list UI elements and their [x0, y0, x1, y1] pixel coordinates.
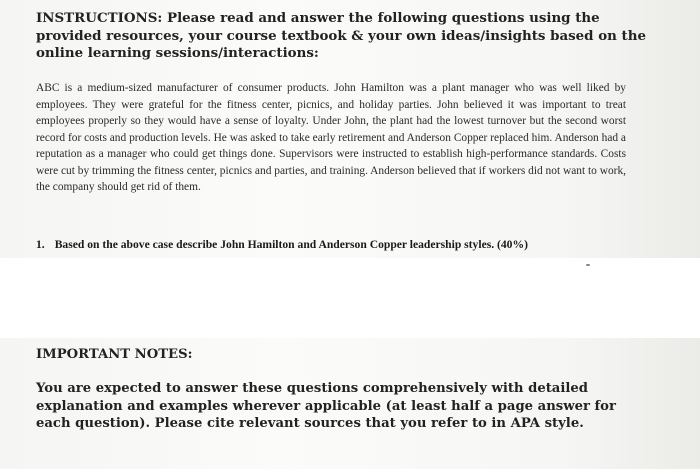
question-number: 1.: [36, 238, 45, 251]
case-study-paragraph: ABC is a medium-sized manufacturer of consumer products. John Hamilton was a plant manager who was well liked by employees. They were grateful for the fitness center, picnics, and holiday parties. John believed it was important to treat employees properly so they would have a sense of loyalty. Under John, the plant had the lowest turnover but the second worst record for costs and production levels. He was asked to take early retirement and Anderson Copper replaced him. Anderson had a reputation as a manager who could get things done. Supervisors were instructed to establish high-performance standards. Costs were cut by trimming the fitness center, picnics and parties, and training. Anderson believed that if workers did not want to work, the company should get rid of them.: [36, 82, 626, 193]
important-notes-heading: IMPORTANT NOTES:: [36, 347, 193, 362]
important-notes-body: You are expected to answer these questions comprehensively with detailed explanation and examples wherever applicable (at least half a page answer for each question). Please cite relevant sources that you refer to in APA style.: [36, 381, 616, 431]
blank-answer-area: [0, 258, 700, 338]
question-1: [36, 237, 636, 253]
mark-speck: [586, 264, 590, 266]
instructions-heading: INSTRUCTIONS: Please read and answer the following questions using the provided resources, your course textbook & your own ideas/insights based on the online learning sessions/interactions:: [36, 10, 646, 61]
question-text: Based on the above case describe John Hamilton and Anderson Copper leadership styles. (40%): [54, 238, 528, 251]
